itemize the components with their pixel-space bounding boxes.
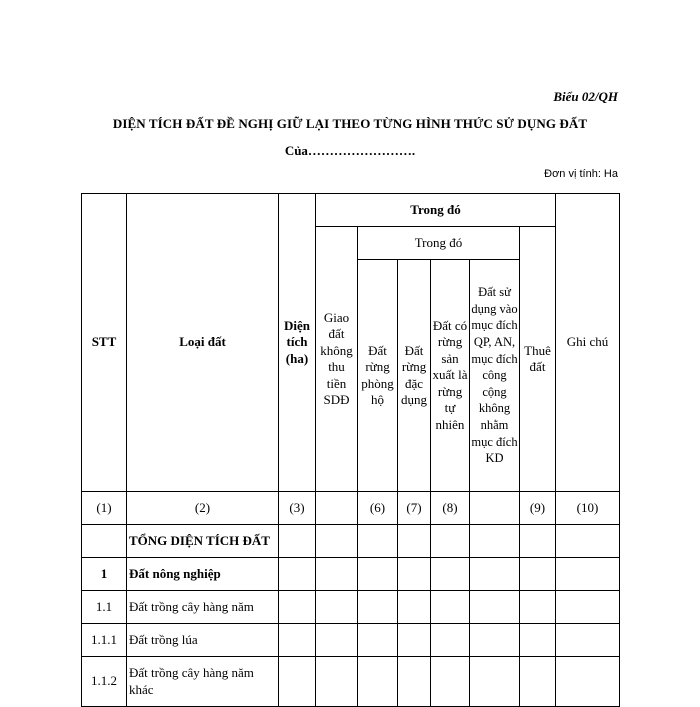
row-land-type: TỔNG DIỆN TÍCH ĐẤT bbox=[127, 525, 279, 558]
column-number: (9) bbox=[520, 492, 556, 525]
row-land-type: Đất nông nghiệp bbox=[127, 558, 279, 591]
table-cell bbox=[279, 558, 316, 591]
table-cell bbox=[431, 558, 470, 591]
header-protection-forest: Đất rừng phòng hộ bbox=[358, 260, 398, 492]
table-cell bbox=[556, 657, 620, 707]
table-row bbox=[82, 558, 620, 591]
table-cell bbox=[279, 525, 316, 558]
table-cell bbox=[520, 624, 556, 657]
table-cell bbox=[279, 624, 316, 657]
table-row bbox=[82, 624, 620, 657]
table-cell bbox=[358, 657, 398, 707]
header-area: Diện tích (ha) bbox=[279, 194, 316, 492]
table-cell bbox=[279, 657, 316, 707]
table-cell bbox=[316, 558, 358, 591]
header-lease: Thuê đất bbox=[520, 227, 556, 492]
column-number bbox=[316, 492, 358, 525]
column-number: (10) bbox=[556, 492, 620, 525]
row-stt: 1 bbox=[82, 558, 127, 591]
unit-label: Đơn vị tính: Ha bbox=[544, 168, 618, 180]
table-cell bbox=[398, 558, 431, 591]
header-land-type: Loại đất bbox=[127, 194, 279, 492]
table-cell bbox=[520, 558, 556, 591]
table-cell bbox=[316, 525, 358, 558]
table-cell bbox=[556, 525, 620, 558]
column-number: (7) bbox=[398, 492, 431, 525]
header-note: Ghi chú bbox=[556, 194, 620, 492]
row-stt: 1.1 bbox=[82, 591, 127, 624]
table-cell bbox=[316, 591, 358, 624]
table-cell bbox=[556, 558, 620, 591]
table-row bbox=[82, 591, 620, 624]
table-cell bbox=[398, 624, 431, 657]
row-land-type: Đất trồng cây hàng năm bbox=[127, 591, 279, 624]
land-area-table bbox=[81, 193, 620, 707]
document-title: DIỆN TÍCH ĐẤT ĐỀ NGHỊ GIỮ LẠI THEO TỪNG HÌNH THỨC SỬ DỤNG ĐẤT bbox=[112, 116, 588, 131]
table-cell bbox=[358, 624, 398, 657]
table-cell bbox=[520, 591, 556, 624]
row-land-type: Đất trồng cây hàng năm khác bbox=[127, 657, 279, 707]
table-row bbox=[82, 657, 620, 707]
row-stt: 1.1.1 bbox=[82, 624, 127, 657]
table-cell bbox=[470, 624, 520, 657]
form-code: Biểu 02/QH bbox=[553, 89, 618, 104]
table-cell bbox=[431, 657, 470, 707]
table-cell bbox=[316, 657, 358, 707]
table-cell bbox=[358, 591, 398, 624]
table-cell bbox=[431, 525, 470, 558]
header-stt: STT bbox=[82, 194, 127, 492]
table-cell bbox=[398, 591, 431, 624]
header-sub-of-which: Trong đó bbox=[358, 227, 520, 260]
column-number bbox=[470, 492, 520, 525]
organization-line: Của……………………. bbox=[284, 143, 416, 158]
row-stt bbox=[82, 525, 127, 558]
header-production-forest: Đất có rừng sản xuất là rừng tự nhiên bbox=[431, 260, 470, 492]
table-cell bbox=[431, 591, 470, 624]
table-cell bbox=[520, 657, 556, 707]
table-row bbox=[82, 525, 620, 558]
table-cell bbox=[358, 558, 398, 591]
column-number: (8) bbox=[431, 492, 470, 525]
table-cell bbox=[520, 525, 556, 558]
column-number: (6) bbox=[358, 492, 398, 525]
header-special-forest: Đất rừng đặc dụng bbox=[398, 260, 431, 492]
table-cell bbox=[431, 624, 470, 657]
table-cell bbox=[470, 591, 520, 624]
table-cell bbox=[316, 624, 358, 657]
table-cell bbox=[470, 657, 520, 707]
header-of-which: Trong đó bbox=[316, 194, 556, 227]
table-cell bbox=[398, 525, 431, 558]
table-cell bbox=[279, 591, 316, 624]
header-public-purpose: Đất sử dụng vào mục đích QP, AN, mục đích công cộng không nhằm mục đích KD bbox=[470, 260, 520, 492]
column-number-row bbox=[82, 492, 620, 525]
column-number: (2) bbox=[127, 492, 279, 525]
row-stt: 1.1.2 bbox=[82, 657, 127, 707]
header-allocation: Giao đất không thu tiền SDĐ bbox=[316, 227, 358, 492]
row-land-type: Đất trồng lúa bbox=[127, 624, 279, 657]
column-number: (3) bbox=[279, 492, 316, 525]
column-number: (1) bbox=[82, 492, 127, 525]
table-cell bbox=[556, 591, 620, 624]
table-cell bbox=[470, 558, 520, 591]
table-cell bbox=[398, 657, 431, 707]
table-cell bbox=[556, 624, 620, 657]
table-cell bbox=[470, 525, 520, 558]
table-cell bbox=[358, 525, 398, 558]
